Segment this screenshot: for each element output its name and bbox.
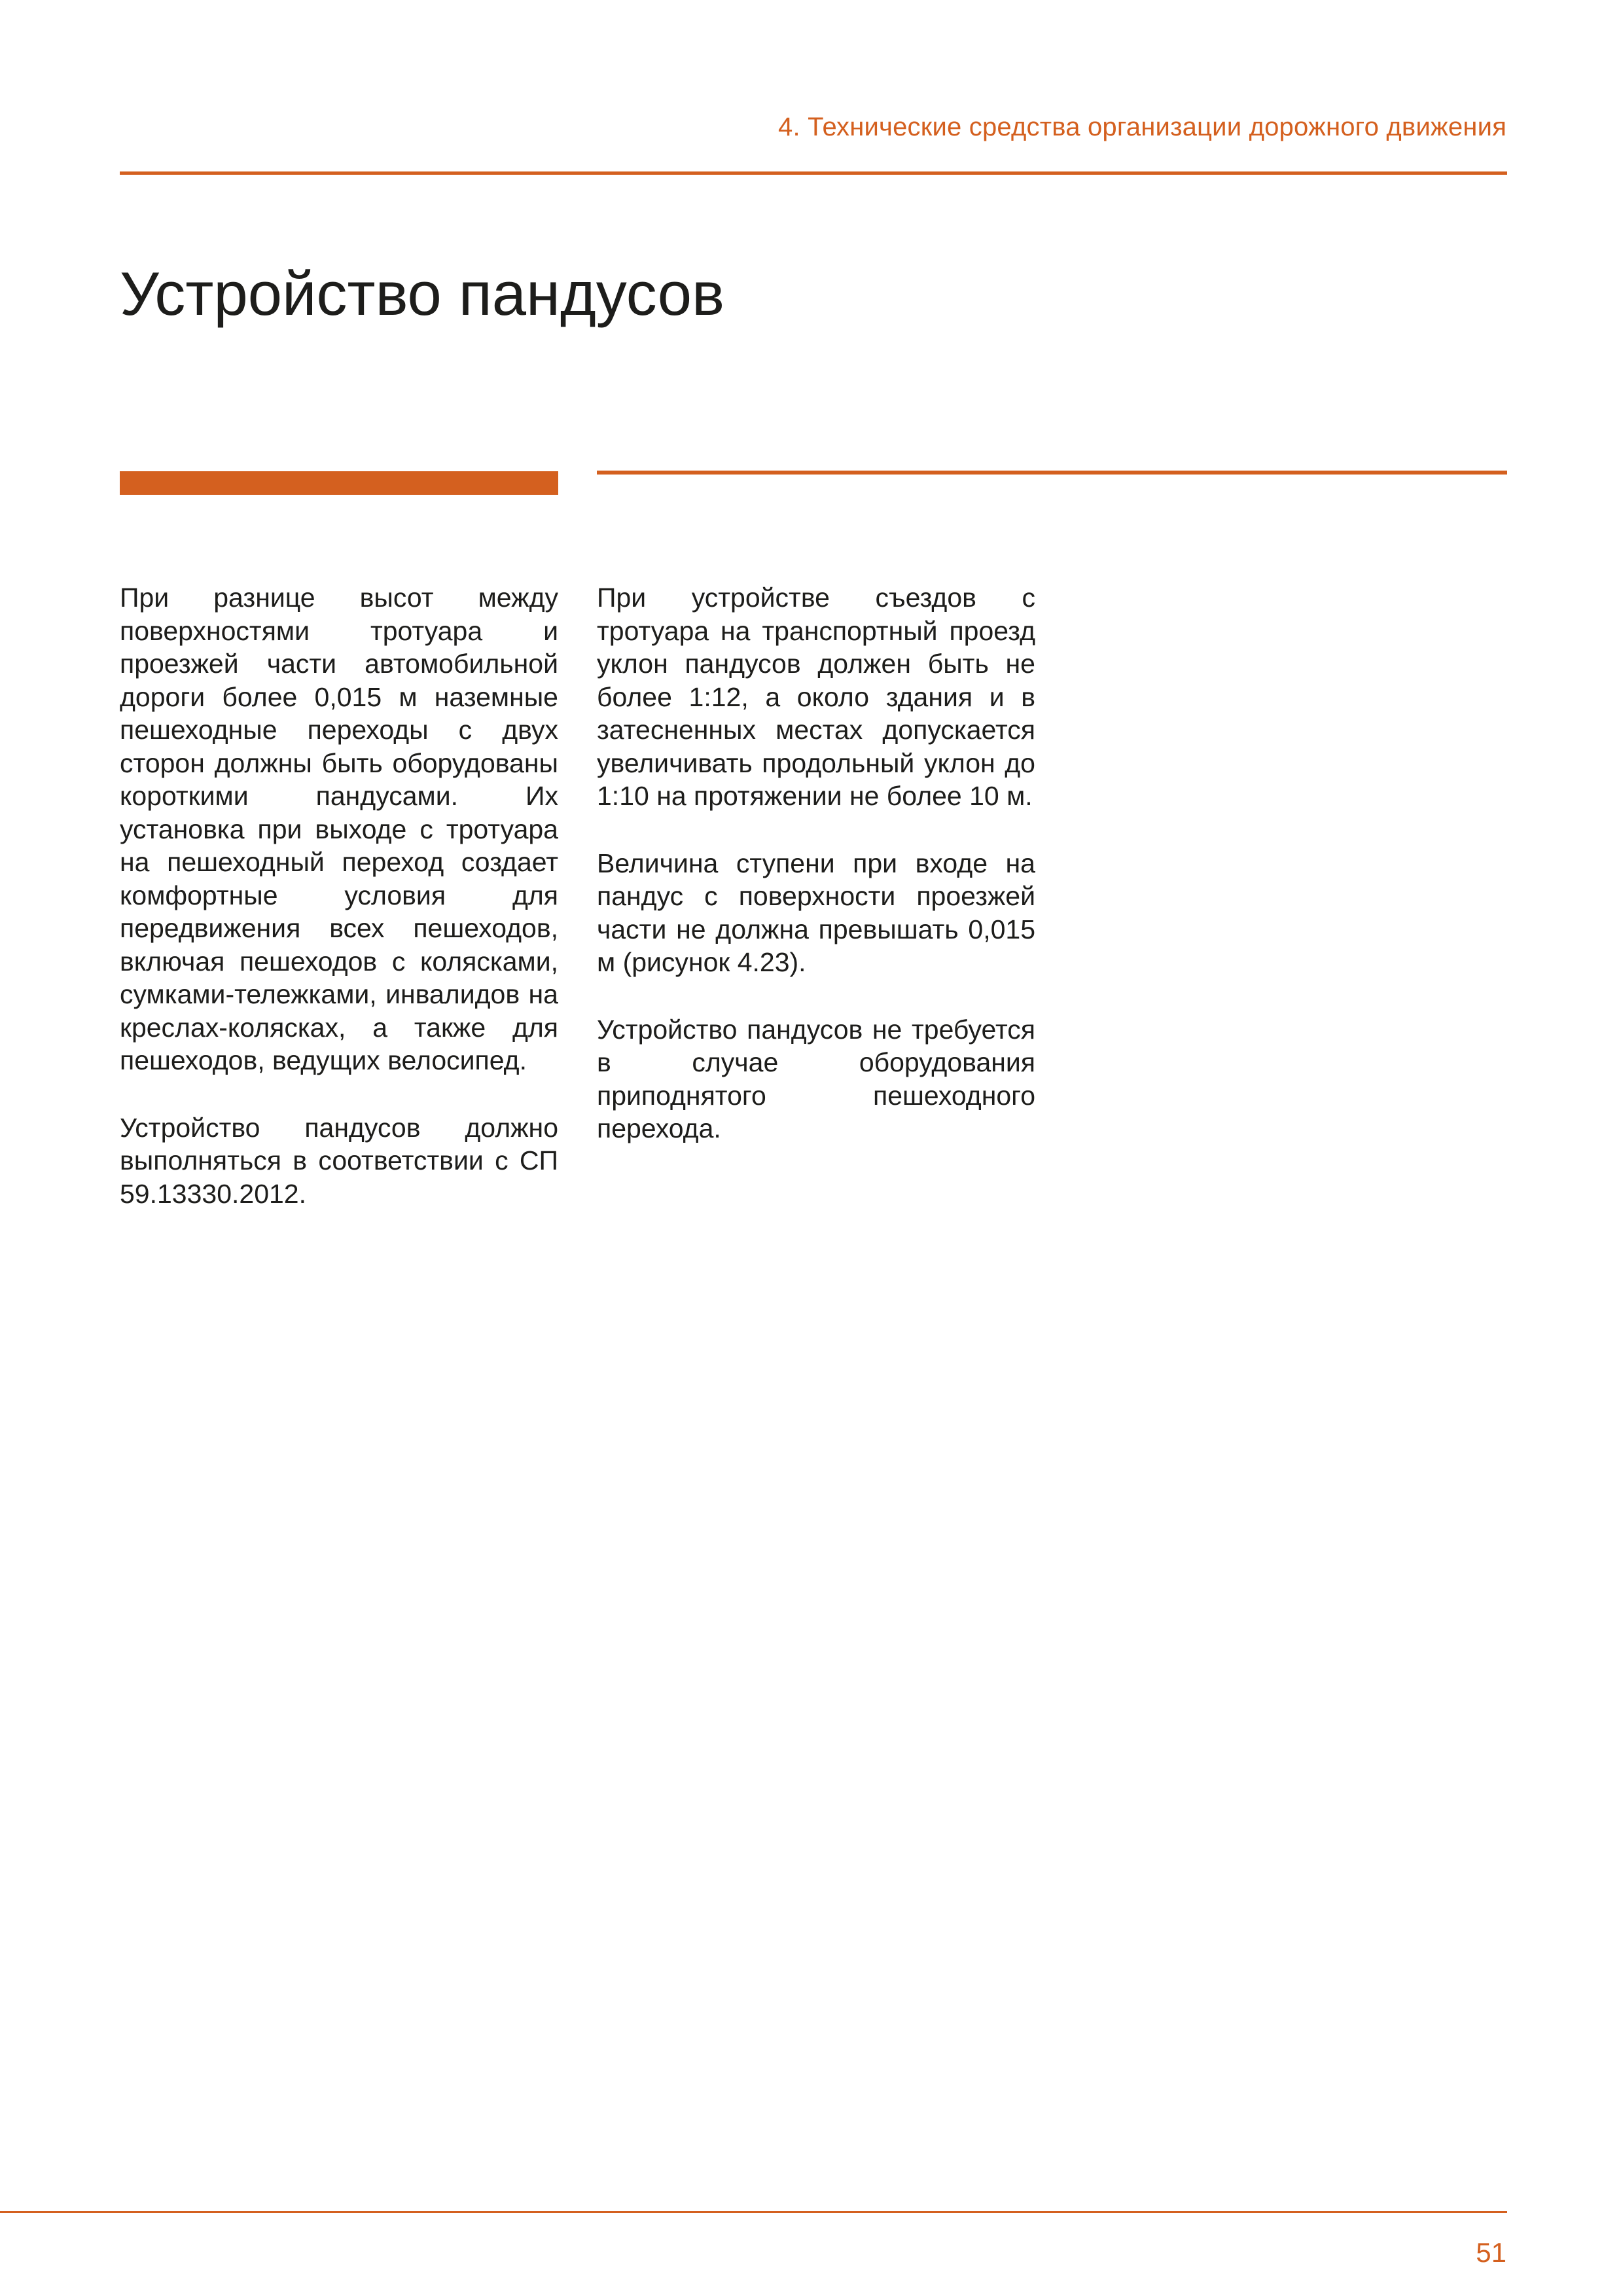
page-title: Устройство пандусов (120, 259, 725, 328)
left-text-column (120, 581, 558, 1244)
page-number: 51 (1476, 2237, 1507, 2268)
paragraph: Величина ступени при входе на пандус с поверхности проезжей части не должна превышать 0,015 м (рисунок 4.23). (597, 848, 1035, 977)
paragraph: При устройстве съездов с тротуара на транспортный проезд уклон пандусов должен быть не более 1:12, а около здания и в затесненных местах допускается увеличивать продольный уклон до 1:10 на протяжении не более 10 м. (597, 583, 1035, 811)
right-text-column (597, 581, 1035, 1179)
chapter-header: 4. Технические средства организации дорожного движения (778, 113, 1507, 141)
paragraph: Устройство пандусов должно выполняться в соответствии с СП 59.13330.2012. (120, 1112, 558, 1209)
footer-divider (0, 2211, 1507, 2213)
paragraph: При разнице высот между поверхностями тротуара и проезжей части автомобильной дороги более 0,015 м наземные пешеходные переходы с двух сторон должны быть оборудованы короткими пандусами. Их установка при выходе с тротуара на пешеходный переход создает комфортные условия для передвижения всех пешеходов, включая пешеходов с колясками, сумками-тележками, инвалидов на креслах-колясках, а также для пешеходов, ведущих велосипед. (120, 583, 558, 1075)
right-accent-rule (597, 471, 1507, 475)
header-divider (120, 171, 1507, 175)
paragraph: Устройство пандусов не требуется в случае оборудования приподнятого пешеходного перехода. (597, 1014, 1035, 1143)
left-accent-bar (120, 471, 558, 495)
